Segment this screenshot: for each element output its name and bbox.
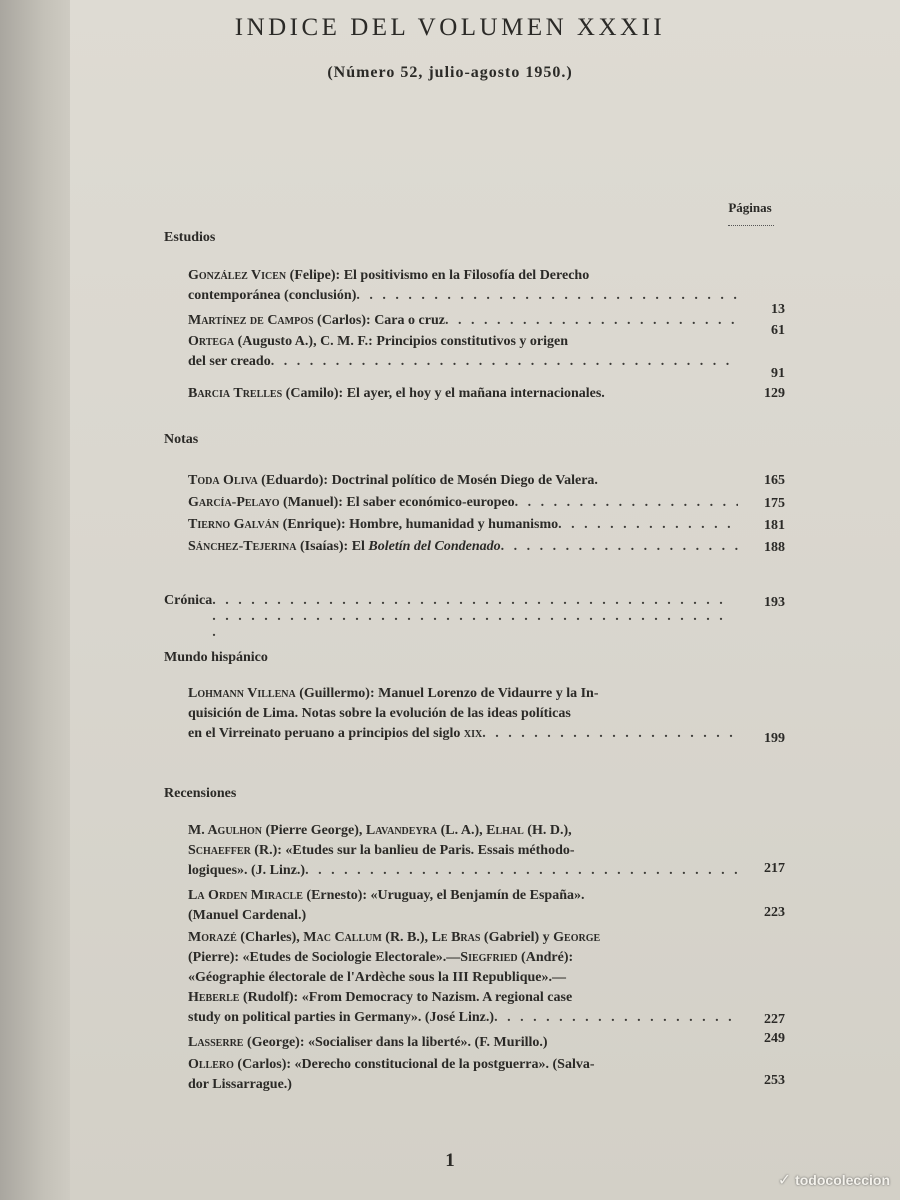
toc-entry: Barcia Trelles (Camilo): El ayer, el hoy y el mañana internacionales.	[188, 386, 605, 401]
folio-page-number: 1	[445, 1150, 455, 1171]
watermark: ✓ todocoleccion	[777, 1172, 890, 1189]
page-number: 165	[764, 473, 785, 488]
page-number: 199	[764, 731, 785, 746]
toc-entry: Martínez de Campos (Carlos): Cara o cruz . . .	[188, 311, 738, 331]
toc-entry: Sánchez-Tejerina (Isaías): El Boletín del Condenado . . .	[188, 537, 738, 557]
page-number: 253	[764, 1073, 785, 1088]
page-number: 181	[764, 518, 785, 533]
toc-entry: Ortega (Augusto A.), C. M. F.: Principios constitutivos y origen del ser creado . . .	[188, 332, 738, 372]
page-number: 217	[764, 861, 785, 876]
page-number: 227	[764, 1012, 785, 1027]
toc-entry-cronica	[164, 593, 734, 641]
toc-entry: M. Agulhon (Pierre George), Lavandeyra (L. A.), Elhal (H. D.), Schaeffer (R.): «Etudes sur la banlieu de Paris. Essais méthodo- logiques». (J. Linz.) . . .	[188, 821, 738, 881]
book-gutter-shadow	[0, 0, 80, 1200]
toc-entry: García-Pelayo (Manuel): El saber económico-europeo . . .	[188, 493, 738, 513]
page-number: 61	[771, 323, 785, 338]
section-heading-mundo-hispanico: Mundo hispánico	[164, 650, 268, 665]
check-icon: ✓	[777, 1172, 792, 1189]
page-number: 193	[764, 595, 785, 610]
page-number: 129	[764, 386, 785, 401]
toc-entry: Lohmann Villena (Guillermo): Manuel Lorenzo de Vidaurre y la In- quisición de Lima. Notas sobre la evolución de las ideas políticas en el Virreinato peruano a principios del siglo xix . . .	[188, 684, 738, 744]
toc-entry: Ollero (Carlos): «Derecho constitucional de la postguerra». (Salva- dor Lissarrague.)	[188, 1057, 595, 1092]
page-number: 91	[771, 366, 785, 381]
page-number: 223	[764, 905, 785, 920]
page-number: 249	[764, 1031, 785, 1046]
section-heading-cronica: Crónica	[164, 593, 213, 608]
toc-entry: La Orden Miracle (Ernesto): «Uruguay, el Benjamín de España». (Manuel Cardenal.)	[188, 888, 585, 923]
page-number: 13	[771, 302, 785, 317]
section-heading-recensiones: Recensiones	[164, 786, 237, 801]
page-number: 175	[764, 496, 785, 511]
page-title: INDICE DEL VOLUMEN XXXII	[234, 14, 666, 41]
pages-header-rule	[728, 225, 774, 226]
toc-entry: Morazé (Charles), Mac Callum (R. B.), Le Bras (Gabriel) y George (Pierre): «Etudes de Sociologie Electorale».—Siegfried (André): «Géographie électorale de l'Ardèche sous la III Republique».— Heberle (Rudolf): «From Democracy to Nazism. A regional case study on political parties in Germany». (José Linz.) . . .	[188, 928, 738, 1028]
toc-entry: Toda Oliva (Eduardo): Doctrinal político de Mosén Diego de Valera.	[188, 473, 598, 488]
page-number: 188	[764, 540, 785, 555]
pages-column-header: Páginas	[728, 200, 772, 215]
section-heading-notas: Notas	[164, 432, 199, 447]
toc-entry: González Vicen (Felipe): El positivismo en la Filosofía del Derecho contemporánea (conclusión) . . .	[188, 266, 738, 306]
section-heading-estudios: Estudios	[164, 230, 216, 245]
toc-entry: Tierno Galván (Enrique): Hombre, humanidad y humanismo . . .	[188, 515, 738, 535]
toc-entry: Lasserre (George): «Socialiser dans la liberté». (F. Murillo.)	[188, 1035, 548, 1050]
page-subtitle: (Número 52, julio-agosto 1950.)	[327, 64, 573, 81]
